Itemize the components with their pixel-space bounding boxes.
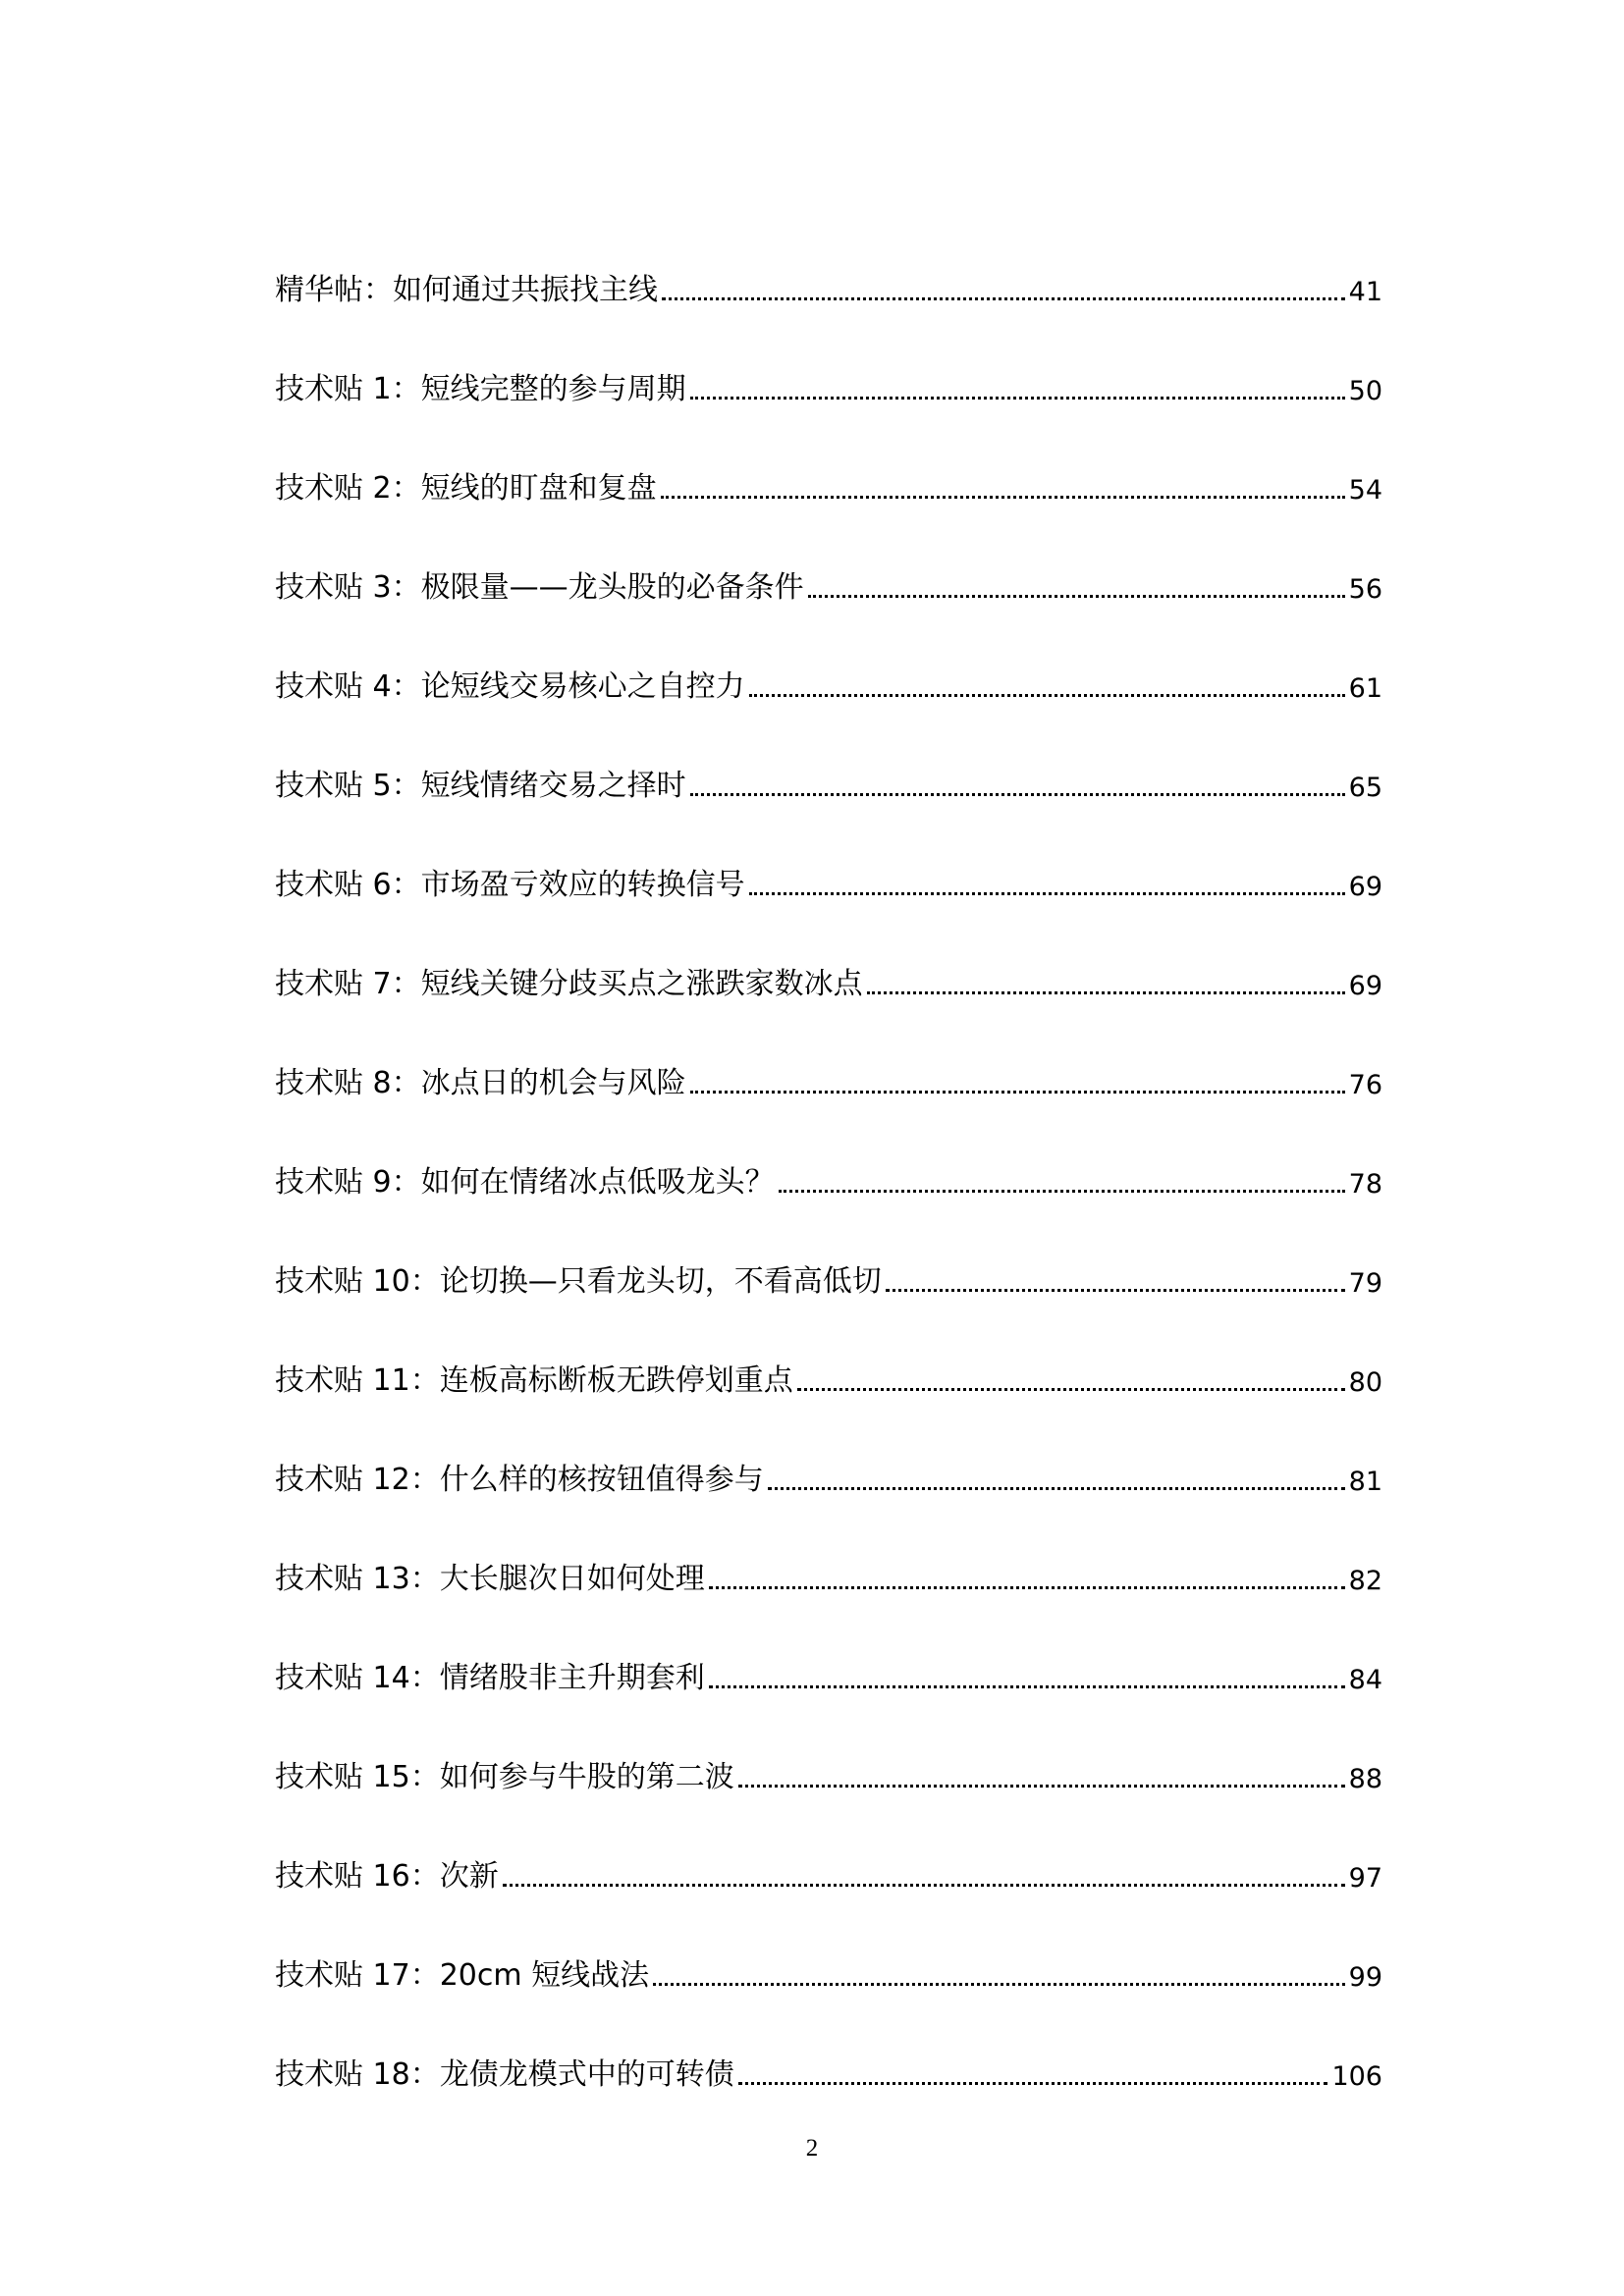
toc-entry-title: 技术贴 5：短线情绪交易之择时	[275, 769, 686, 803]
toc-dot-leader	[690, 396, 1345, 400]
toc-entry-title: 技术贴 10：论切换—只看龙头切，不看高低切	[275, 1264, 882, 1299]
toc-entry-page: 50	[1348, 376, 1382, 406]
toc-dot-leader	[749, 693, 1345, 697]
toc-entry[interactable]	[275, 1495, 1382, 1594]
table-of-contents	[275, 206, 1382, 2090]
toc-entry[interactable]	[275, 702, 1382, 801]
toc-entry[interactable]	[275, 1792, 1382, 1892]
toc-dot-leader	[797, 1387, 1345, 1391]
toc-entry-page: 56	[1348, 574, 1382, 605]
toc-dot-leader	[768, 1486, 1345, 1490]
toc-dot-leader	[690, 1090, 1345, 1094]
toc-entry[interactable]	[275, 801, 1382, 900]
toc-entry-title: 技术贴 9：如何在情绪冰点低吸龙头？	[275, 1165, 775, 1200]
toc-dot-leader	[503, 1883, 1345, 1887]
toc-dot-leader	[661, 495, 1345, 499]
toc-entry-title: 技术贴 14：情绪股非主升期套利	[275, 1661, 705, 1695]
toc-entry-page: 84	[1348, 1665, 1382, 1695]
toc-entry-page: 106	[1331, 2061, 1382, 2092]
toc-entry-page: 65	[1348, 773, 1382, 803]
toc-entry[interactable]	[275, 1396, 1382, 1495]
toc-entry[interactable]	[275, 1892, 1382, 1991]
toc-entry[interactable]	[275, 305, 1382, 404]
toc-dot-leader	[886, 1288, 1345, 1292]
toc-dot-leader	[709, 1585, 1345, 1589]
toc-dot-leader	[738, 2081, 1328, 2085]
toc-entry-title: 技术贴 3：极限量——龙头股的必备条件	[275, 570, 804, 605]
toc-entry-title: 技术贴 12：什么样的核按钮值得参与	[275, 1463, 764, 1497]
toc-entry-page: 54	[1348, 475, 1382, 506]
toc-entry[interactable]	[275, 1098, 1382, 1198]
toc-entry-page: 81	[1348, 1467, 1382, 1497]
toc-entry-page: 78	[1348, 1169, 1382, 1200]
toc-entry-title: 技术贴 7：短线关键分歧买点之涨跌家数冰点	[275, 967, 863, 1001]
toc-dot-leader	[709, 1684, 1345, 1688]
page-number: 2	[805, 2135, 819, 2162]
toc-entry-title: 技术贴 8：冰点日的机会与风险	[275, 1066, 686, 1100]
toc-entry-title: 技术贴 13：大长腿次日如何处理	[275, 1562, 705, 1596]
toc-dot-leader	[690, 792, 1345, 796]
toc-entry-page: 41	[1348, 277, 1382, 307]
toc-dot-leader	[808, 594, 1345, 598]
toc-entry[interactable]	[275, 1594, 1382, 1693]
toc-entry-page: 97	[1348, 1863, 1382, 1894]
toc-dot-leader	[653, 1982, 1345, 1986]
toc-entry-title: 技术贴 1：短线完整的参与周期	[275, 372, 686, 406]
toc-entry-page: 99	[1348, 1962, 1382, 1993]
toc-entry-title: 技术贴 16：次新	[275, 1859, 499, 1894]
toc-entry[interactable]	[275, 900, 1382, 999]
toc-entry[interactable]	[275, 1297, 1382, 1396]
toc-entry-page: 88	[1348, 1764, 1382, 1794]
toc-entry-page: 69	[1348, 872, 1382, 902]
toc-entry[interactable]	[275, 1198, 1382, 1297]
toc-dot-leader	[738, 1784, 1345, 1788]
toc-dot-leader	[867, 990, 1345, 994]
toc-entry-page: 61	[1348, 673, 1382, 704]
toc-entry[interactable]	[275, 206, 1382, 305]
toc-dot-leader	[779, 1189, 1345, 1193]
toc-entry-title: 技术贴 18：龙债龙模式中的可转债	[275, 2057, 734, 2092]
toc-entry-page: 79	[1348, 1268, 1382, 1299]
toc-entry[interactable]	[275, 1991, 1382, 2090]
toc-entry-page: 80	[1348, 1367, 1382, 1398]
toc-entry-page: 76	[1348, 1070, 1382, 1100]
toc-entry-title: 技术贴 11：连板高标断板无跌停划重点	[275, 1363, 793, 1398]
toc-entry[interactable]	[275, 404, 1382, 504]
toc-entry-title: 技术贴 4：论短线交易核心之自控力	[275, 669, 745, 704]
toc-entry-title: 技术贴 2：短线的盯盘和复盘	[275, 471, 657, 506]
toc-entry[interactable]	[275, 504, 1382, 603]
toc-entry-title: 技术贴 15：如何参与牛股的第二波	[275, 1760, 734, 1794]
toc-entry-title: 精华帖：如何通过共振找主线	[275, 273, 658, 307]
toc-entry-title: 技术贴 17：20cm 短线战法	[275, 1958, 650, 1993]
toc-entry[interactable]	[275, 1693, 1382, 1792]
toc-entry[interactable]	[275, 999, 1382, 1098]
toc-entry-page: 82	[1348, 1566, 1382, 1596]
toc-entry-page: 69	[1348, 971, 1382, 1001]
toc-dot-leader	[662, 296, 1345, 300]
toc-dot-leader	[749, 891, 1345, 895]
toc-entry[interactable]	[275, 603, 1382, 702]
toc-entry-title: 技术贴 6：市场盈亏效应的转换信号	[275, 868, 745, 902]
